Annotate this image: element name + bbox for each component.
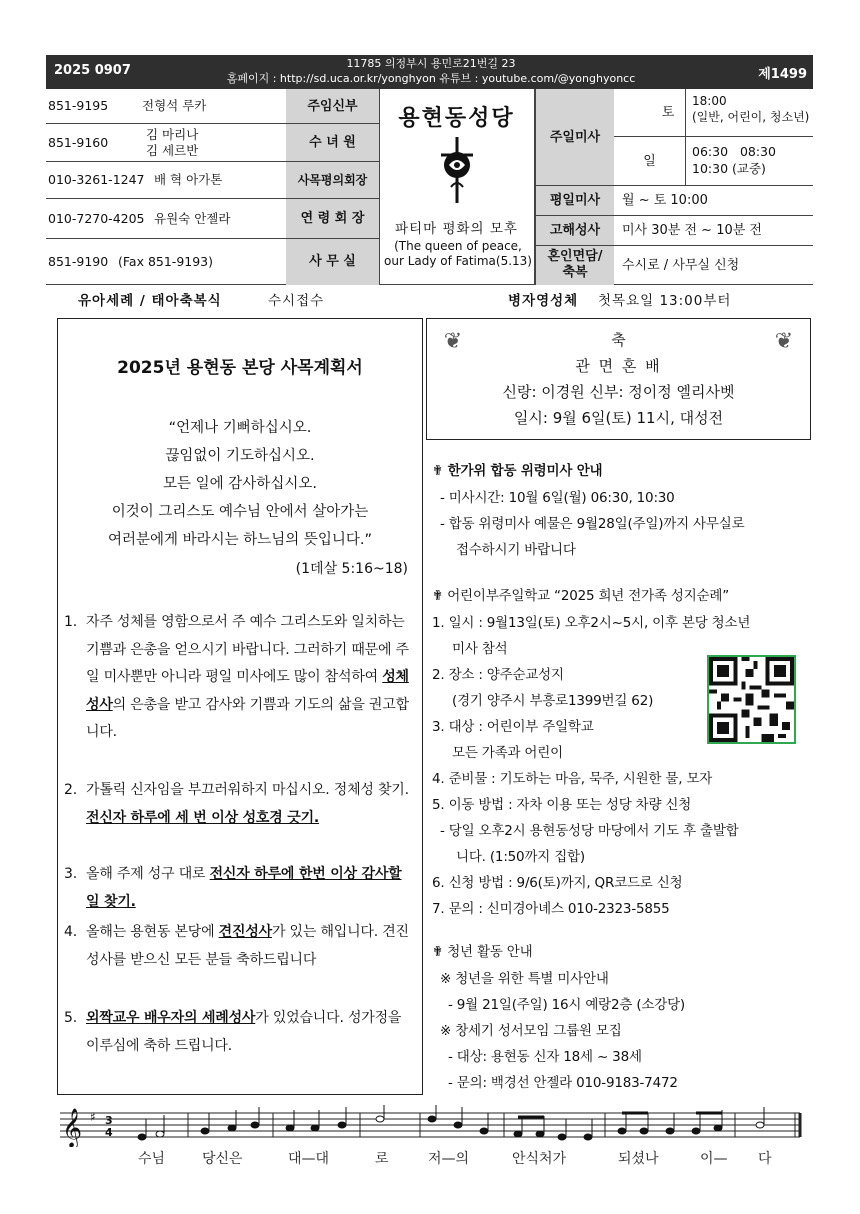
music-staff — [60, 1105, 805, 1175]
marriage-label: 혼인면담/ 축복 — [536, 246, 614, 285]
lyric-syllable: 되셨나 — [618, 1151, 659, 1167]
plan-quote-line: 끊임없이 기도하십시오. — [165, 448, 315, 464]
staff-name: 배 혁 아가톤 — [154, 172, 223, 187]
cross-icon: ✟ — [432, 588, 448, 604]
note — [454, 1122, 462, 1128]
news-line: 5. 이동 방법 : 자차 이용 또는 성당 차량 신청 — [432, 797, 692, 813]
church-block — [379, 89, 534, 285]
time-signature-top: 3 — [105, 1114, 113, 1127]
staff-name: 김 마리나 김 세르반 — [146, 127, 199, 158]
patron-title: 파티마 평화의 모후 — [395, 221, 518, 237]
wedding-couple: 신랑: 이경원 신부: 정이정 엘리사벳 — [502, 383, 735, 401]
church-address: 11785 의정부시 용민로21번길 23 — [346, 57, 516, 70]
news-line: 1. 일시 : 9월13일(토) 오후2시~5시, 이후 본당 청소년 — [432, 615, 751, 631]
plan-title: 2025년 용현동 본당 사목계획서 — [117, 358, 363, 378]
news-line: 7. 문의 : 신미경아녜스 010-2323-5855 — [432, 901, 670, 917]
sunday-mass-label: 주일미사 — [536, 89, 614, 186]
staff-phone: 851-9160 — [48, 135, 109, 150]
news-line: 6. 신청 방법 : 9/6(토)까지, QR코드로 신청 — [432, 875, 683, 891]
lyric-syllable: 당신은 — [202, 1151, 243, 1167]
note — [311, 1125, 319, 1131]
plan-item — [64, 1005, 414, 1060]
plan-quote-line: 모든 일에 감사하십시오. — [163, 476, 317, 492]
plan-item-text: 가 있는 해입니다. 견진성사를 받으신 모든 분들 축하드립니다 — [86, 924, 409, 968]
patron-title-en: (The queen of peace, our Lady of Fatima(5.13) — [384, 239, 532, 268]
news-line: 모든 가족과 어린이 — [452, 745, 563, 761]
issue-number: 제1499 — [758, 67, 807, 82]
note — [156, 1131, 164, 1137]
plan-quote-line: 여러분에게 바라시는 하느님의 뜻입니다.” — [107, 532, 373, 548]
news-line: 접수하시기 바랍니다 — [456, 542, 576, 558]
plan-item-emphasis: 외짝교우 배우자의 세례성사 — [86, 1010, 256, 1026]
treble-clef-icon: 𝄞 — [62, 1108, 83, 1147]
note — [286, 1125, 294, 1131]
note — [480, 1128, 488, 1134]
plan-item-emphasis: 성체성사 — [86, 669, 409, 713]
staff-lines — [60, 1105, 805, 1147]
sharp-icon: ♯ — [90, 1110, 96, 1124]
staff-phone: 851-9195 — [48, 98, 109, 113]
note — [692, 1128, 700, 1134]
staff-role: 사목평의회장 — [286, 162, 379, 199]
note — [251, 1122, 259, 1128]
sunday-label: 일 — [614, 137, 685, 186]
plan-quote-reference: (1데살 5:16~18) — [295, 561, 408, 577]
note — [714, 1125, 722, 1131]
saturday-times: 18:00 (일반, 어린이, 청소년) — [685, 89, 813, 137]
news-line: ※ 창세기 성서모임 그룹원 모집 — [440, 1023, 622, 1039]
wedding-head: 축 — [611, 331, 626, 349]
church-name: 용현동성당 — [398, 106, 515, 131]
staff-role: 사 무 실 — [286, 239, 379, 285]
news-line: ※ 청년을 위한 특별 미사안내 — [440, 971, 609, 987]
staff-phone: 010-3261-1247 — [48, 172, 145, 187]
note — [376, 1116, 384, 1122]
plan-item-text: 올해는 용현동 본당에 — [86, 924, 219, 940]
church-emblem-icon — [435, 135, 479, 205]
news-line: 3. 대상 : 어린이부 주일학교 — [432, 719, 594, 735]
cross-icon: ✟ — [432, 944, 448, 960]
cross-icon: ✟ — [432, 463, 448, 479]
note — [428, 1116, 436, 1122]
wedding-date: 일시: 9월 6일(토) 11시, 대성전 — [513, 409, 724, 427]
plan-item-emphasis: 전신자 하루에 한번 이상 감사할 일 찾기. — [86, 866, 402, 910]
news-line: - 합동 위령미사 예물은 9월28일(주일)까지 사무실로 — [440, 516, 745, 532]
plan-item-number: 1. — [64, 614, 77, 630]
plan-item-number: 5. — [64, 1010, 77, 1026]
sunday-times: 06:30 08:30 10:30 (교중) — [685, 137, 813, 186]
sick-communion-label: 병자영성체 — [508, 293, 579, 309]
note — [558, 1134, 566, 1140]
section-heading: ✟ 청년 활동 안내 — [432, 944, 533, 960]
lyric-syllable: 저—의 — [428, 1151, 470, 1167]
plan-item — [64, 861, 414, 916]
news-line: 2. 장소 : 양주순교성지 — [432, 667, 564, 683]
news-line: - 미사시간: 10월 6일(월) 06:30, 10:30 — [440, 490, 675, 506]
issue-date: 2025 0907 — [54, 63, 131, 78]
web-links: 홈페이지 : http://sd.uca.or.kr/yonghyon 유튜브 : youtube.com/@yonghyoncc — [226, 72, 636, 85]
plan-item-text: 가 있었습니다. 성가정을 이루심에 축하 드립니다. — [86, 1010, 402, 1054]
sick-communion-value: 첫목요일 13:00부터 — [598, 293, 732, 309]
staff-name: 유원숙 안젤라 — [154, 211, 231, 226]
pastoral-plan-box — [57, 318, 423, 1095]
plan-item-text: 올해 주제 성구 대로 — [86, 866, 210, 882]
news-line: 미사 참석 — [452, 641, 508, 657]
news-line: - 당일 오후2시 용현동성당 마당에서 기도 후 출발합 — [440, 823, 739, 839]
info-table — [46, 89, 813, 285]
wedding-title: 관 면 혼 배 — [575, 357, 662, 375]
note — [640, 1128, 648, 1134]
news-line: (경기 양주시 부흥로1399번길 62) — [452, 693, 654, 709]
staff-name: 전형석 루카 — [142, 98, 207, 113]
marriage-value: 수시로 / 사무실 신청 — [622, 258, 740, 273]
notice-line — [46, 286, 813, 310]
note — [338, 1122, 346, 1128]
news-line: - 문의: 백경선 안젤라 010-9183-7472 — [448, 1075, 678, 1091]
flower-icon: ❦ — [774, 329, 794, 354]
plan-item — [64, 777, 414, 832]
news-line: - 9월 21일(주일) 16시 예랑2층 (소강당) — [448, 997, 685, 1013]
section-heading: ✟ 한가위 합동 위령미사 안내 — [432, 463, 603, 479]
news-line: 4. 준비물 : 기도하는 마음, 묵주, 시원한 물, 모자 — [432, 771, 713, 787]
lyric-syllable: 이— — [700, 1151, 728, 1167]
confession-value: 미사 30분 전 ~ 10분 전 — [614, 216, 813, 246]
section-heading: ✟ 어린이부주일학교 “2025 희년 전가족 성지순례” — [432, 588, 730, 604]
plan-item-emphasis: 전신자 하루에 세 번 이상 성호경 긋기. — [86, 809, 320, 826]
weekday-mass-label: 평일미사 — [536, 186, 614, 216]
plan-quote-line: “언제나 기뻐하십시오. — [168, 420, 312, 436]
plan-item — [64, 609, 414, 747]
staff-phone: 851-9190 — [48, 254, 109, 269]
plan-item-number: 3. — [64, 866, 77, 882]
qr-code-icon[interactable] — [707, 655, 796, 744]
time-signature-bottom: 4 — [105, 1126, 113, 1139]
wedding-announcement — [426, 318, 811, 440]
church-address-block — [196, 56, 666, 86]
staff-fax: (Fax 851-9193) — [118, 254, 214, 269]
plan-item-number: 4. — [64, 924, 77, 940]
news-line: - 대상: 용현동 신자 18세 ~ 38세 — [448, 1049, 642, 1065]
note — [201, 1128, 209, 1134]
note — [536, 1131, 544, 1137]
note — [514, 1131, 522, 1137]
lyric-syllable: 로 — [375, 1151, 389, 1167]
staff-role: 수 녀 원 — [286, 124, 379, 162]
plan-item-emphasis: 견진성사 — [218, 924, 272, 940]
plan-item-text: 의 은총을 받고 감사와 기쁨과 기도의 삶을 권고합니다. — [86, 696, 409, 740]
baptism-value: 수시접수 — [268, 293, 325, 309]
lyric-syllable: 다 — [758, 1151, 772, 1167]
note — [618, 1128, 626, 1134]
plan-item-number: 2. — [64, 782, 77, 798]
news-line: 니다. (1:50까지 집합) — [456, 849, 585, 865]
plan-item-text: 자주 성체를 영함으로서 주 예수 그리스도와 일치하는 기쁨과 은총을 얻으시기 바랍니다. 그러하기 때문에 주일 미사뿐만 아니라 평일 미사에도 많이 참석하여 — [86, 614, 409, 685]
lyric-syllable: 수님 — [138, 1151, 166, 1167]
note — [228, 1125, 236, 1131]
staff-role: 연 령 회 장 — [286, 199, 379, 239]
lyric-syllable: 안식처가 — [512, 1151, 567, 1167]
header-bar — [46, 55, 813, 89]
baptism-label: 유아세례 / 태아축복식 — [78, 293, 222, 309]
plan-quote-line: 이것이 그리스도 예수님 안에서 살아가는 — [111, 504, 369, 520]
weekday-mass-value: 월 ~ 토 10:00 — [614, 186, 813, 216]
saturday-cell — [614, 89, 685, 137]
staff-role: 주임신부 — [286, 89, 379, 124]
plan-item-text: 가톨릭 신자임을 부끄러워하지 마십시오. 정체성 찾기. — [86, 782, 409, 798]
saturday-label: 토 — [614, 89, 722, 137]
lyric-syllable: 대—대 — [288, 1151, 330, 1167]
note — [584, 1134, 592, 1140]
flower-icon: ❦ — [443, 329, 463, 354]
plan-item — [64, 919, 414, 974]
note — [666, 1128, 674, 1134]
staff-phone: 010-7270-4205 — [48, 211, 145, 226]
note — [138, 1134, 146, 1140]
confession-label: 고해성사 — [536, 216, 614, 246]
note — [756, 1122, 764, 1128]
